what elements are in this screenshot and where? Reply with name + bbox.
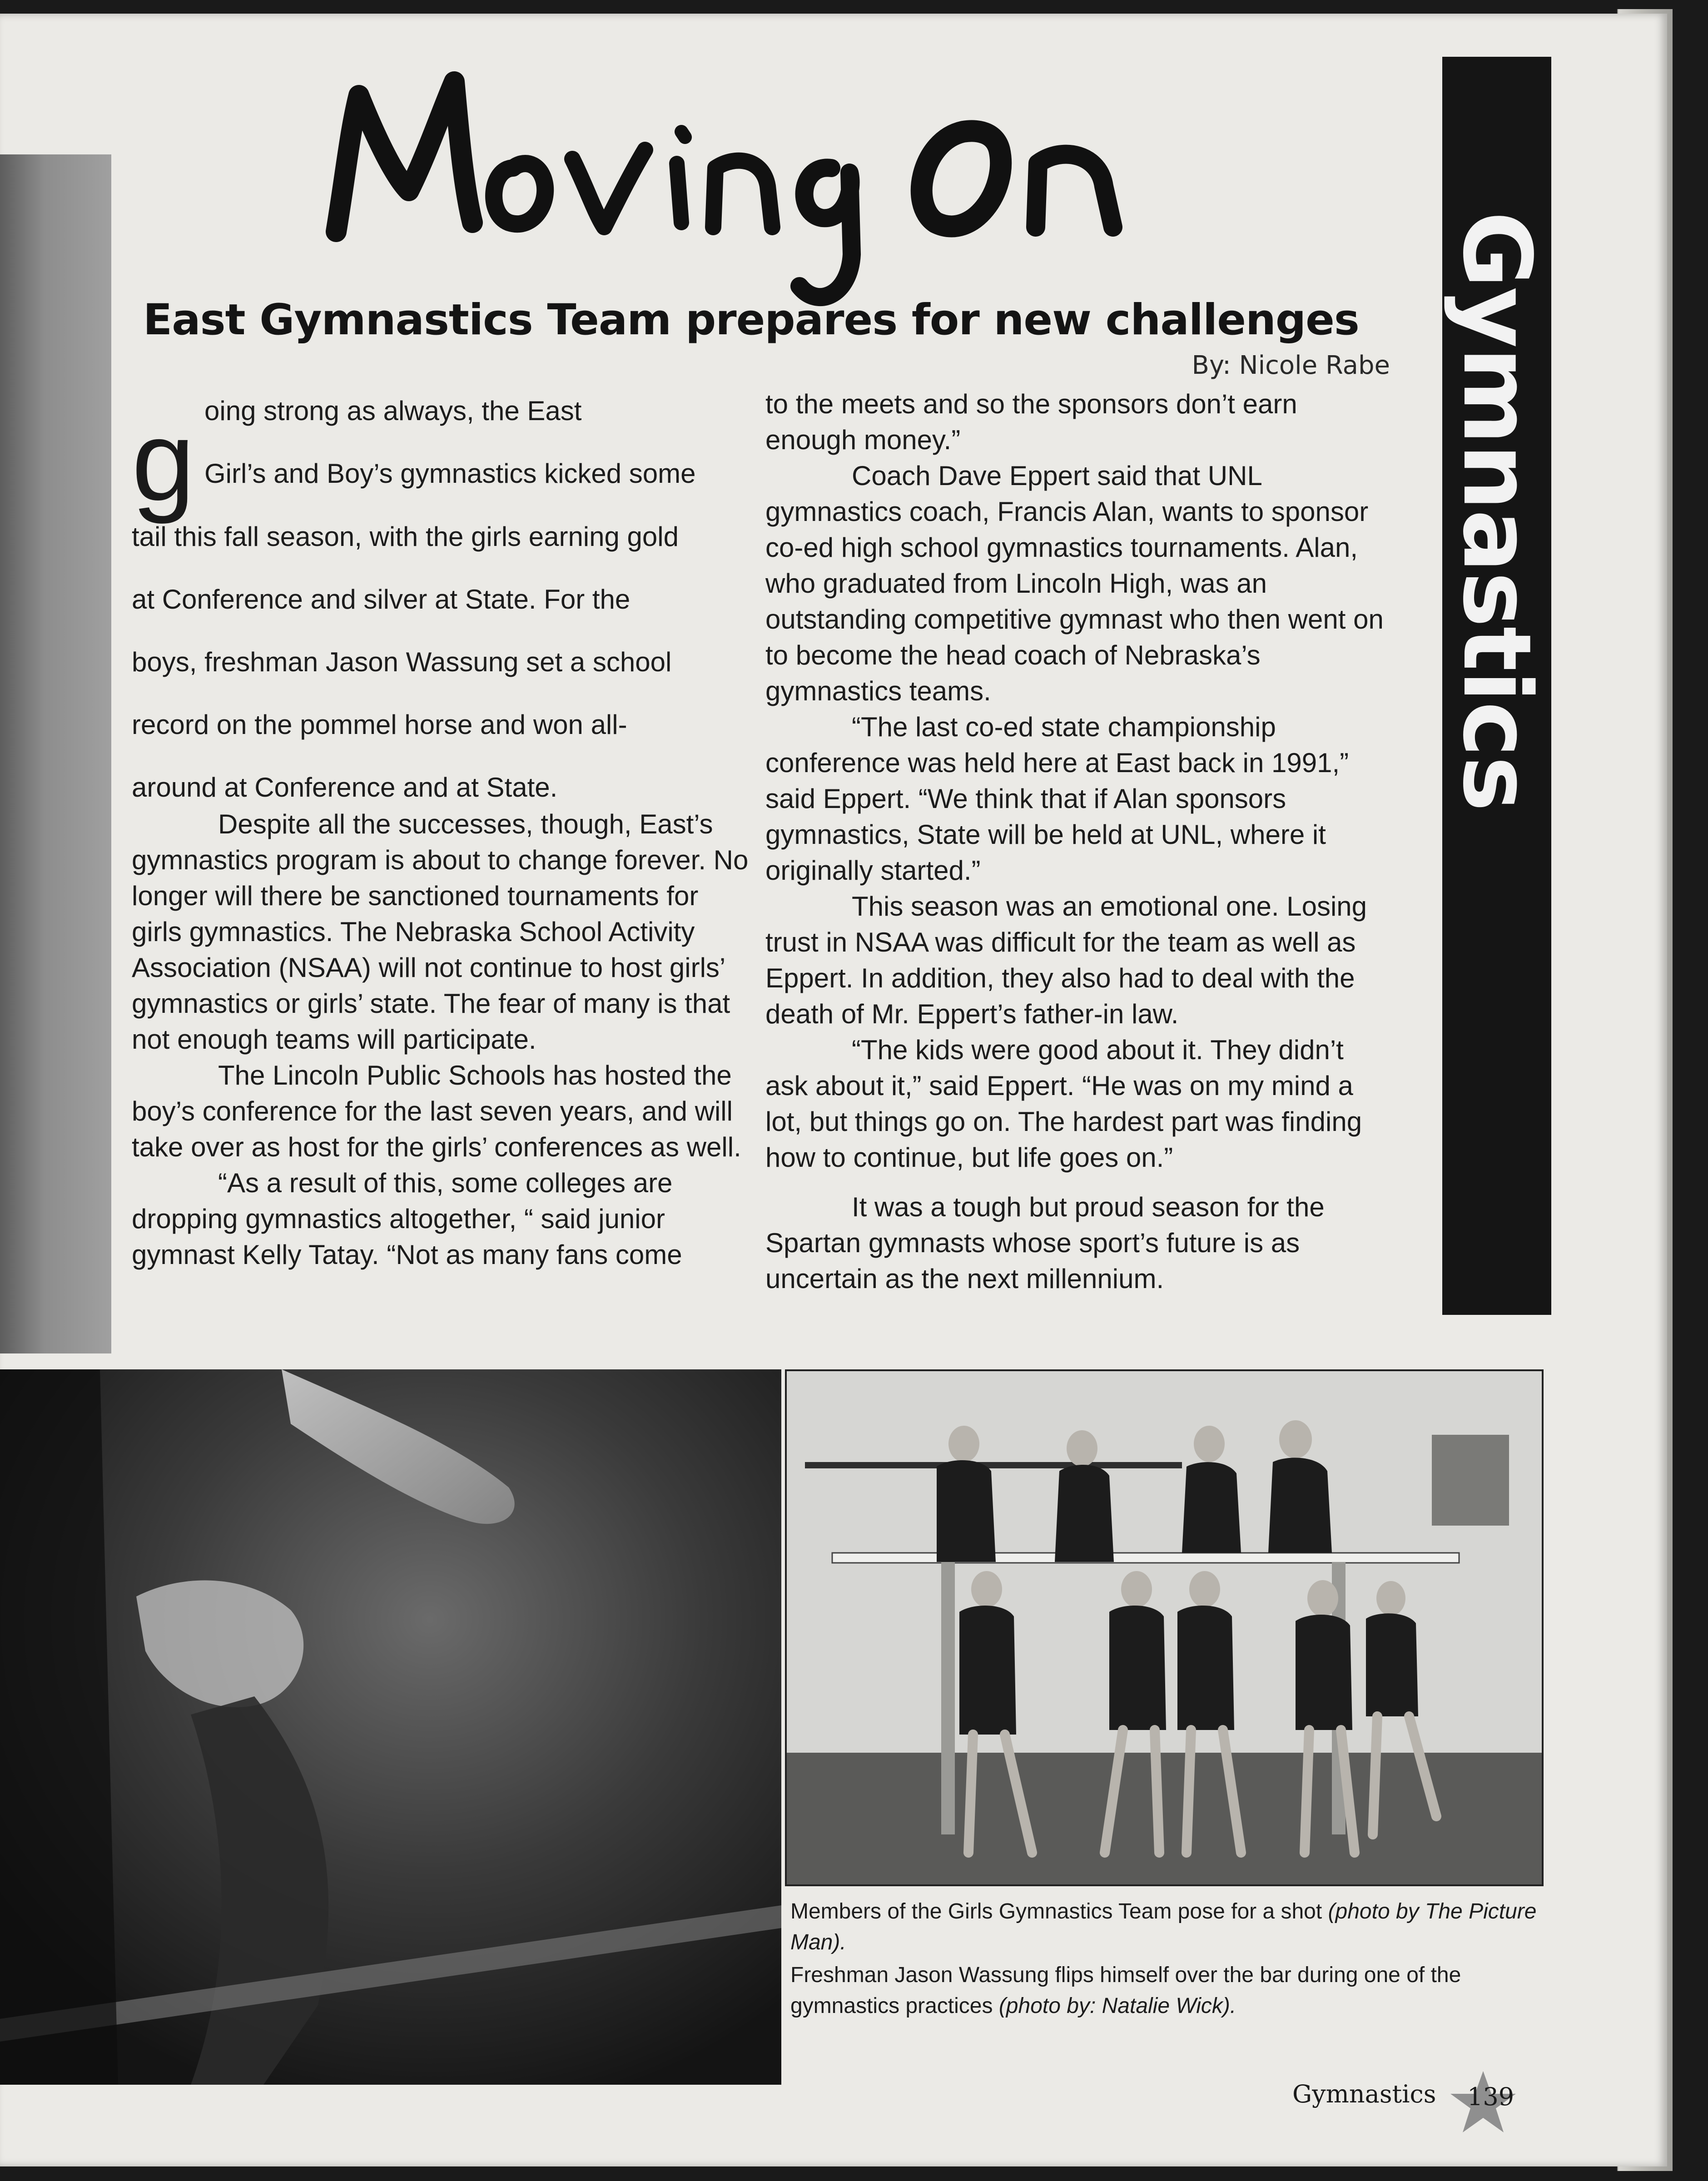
intro-line: tail this fall season, with the girls earning gold <box>132 521 679 552</box>
intro-line: record on the pommel horse and won all- <box>132 709 627 740</box>
article-column-right <box>765 386 1392 1297</box>
flip-photo-caption <box>790 1960 1563 2022</box>
intro-line: around at Conference and at State. <box>132 772 558 803</box>
left-photo-strip <box>0 154 111 1353</box>
byline: By: Nicole Rabe <box>1192 351 1390 380</box>
team-photo-caption <box>790 1896 1563 1958</box>
article-paragraph: “The kids were good about it. They didn’t ask about it,” said Eppert. “He was on my mind a lot, but things go on. The hardest part was finding how to continue, but life goes on.” <box>765 1035 1362 1173</box>
caption-text: Members of the Girls Gymnastics Team pose for a shot <box>790 1899 1328 1923</box>
article-continuation: to the meets and so the sponsors don’t earn enough money.” <box>765 389 1297 455</box>
section-label: Gymnastics <box>1442 211 1551 811</box>
caption-text: Freshman Jason Wassung flips himself over the bar during one of the gymnastics practices <box>790 1963 1461 2018</box>
team-photo-image <box>787 1371 1542 1884</box>
article-subtitle: East Gymnastics Team prepares for new challenges <box>143 295 1359 345</box>
page-folio <box>1292 2069 1514 2119</box>
flip-photo <box>0 1369 781 2085</box>
section-sidebar <box>1442 57 1551 1315</box>
flip-photo-image <box>0 1369 781 2085</box>
intro-line: boys, freshman Jason Wassung set a school <box>132 647 672 677</box>
intro-line: Girl’s and Boy’s gymnastics kicked some <box>204 458 696 489</box>
intro-line: at Conference and silver at State. For the <box>132 584 631 615</box>
caption-credit: (photo by The Picture Man). <box>790 1899 1537 1954</box>
team-photo <box>785 1369 1544 1886</box>
article-paragraph: It was a tough but proud season for the Spartan gymnasts whose sport’s future is as uncertain as the next millennium. <box>765 1192 1325 1294</box>
article-paragraph: The Lincoln Public Schools has hosted the boy’s conference for the last seven years, and will take over as host for the girls’ conferences as well. <box>132 1060 741 1162</box>
folio-section: Gymnastics <box>1292 2080 1436 2108</box>
drop-cap: g <box>132 397 195 524</box>
caption-credit: (photo by: Natalie Wick). <box>998 1994 1236 2018</box>
article-paragraph: Coach Dave Eppert said that UNL gymnastics coach, Francis Alan, wants to sponsor co-ed high school gymnastics tournaments. Alan, who graduated from Lincoln High, was an outstanding competitive gymnast who then went on to become the head coach of Nebraska’s gymnastics teams. <box>765 461 1384 706</box>
article-paragraph: “As a result of this, some colleges are dropping gymnastics altogether, “ said junior gymnast Kelly Tatay. “Not as many fans come <box>132 1168 682 1270</box>
article-paragraph: “The last co-ed state championship conference was held here at East back in 1991,” said Eppert. “We think that if Alan sponsors gymnastics, State will be held at UNL, where it originally started.” <box>765 712 1349 886</box>
page-number: 139 <box>1467 2082 1514 2111</box>
article-paragraph: This season was an emotional one. Losing trust in NSAA was difficult for the team as well as Eppert. In addition, they also had to deal with the death of Mr. Eppert’s father-in law. <box>765 891 1367 1029</box>
article-column-left <box>132 806 754 1273</box>
yearbook-page <box>0 14 1667 2166</box>
article-paragraph: Despite all the successes, though, East’s gymnastics program is about to change forever. No longer will there be sanctioned tournaments for girls gymnastics. The Nebraska School Activity Association (NSAA) will not continue to host girls’ gymnastics or girls’ state. The fear of many is that not enough teams will participate. <box>132 809 749 1055</box>
intro-line: oing strong as always, the East <box>204 396 582 426</box>
